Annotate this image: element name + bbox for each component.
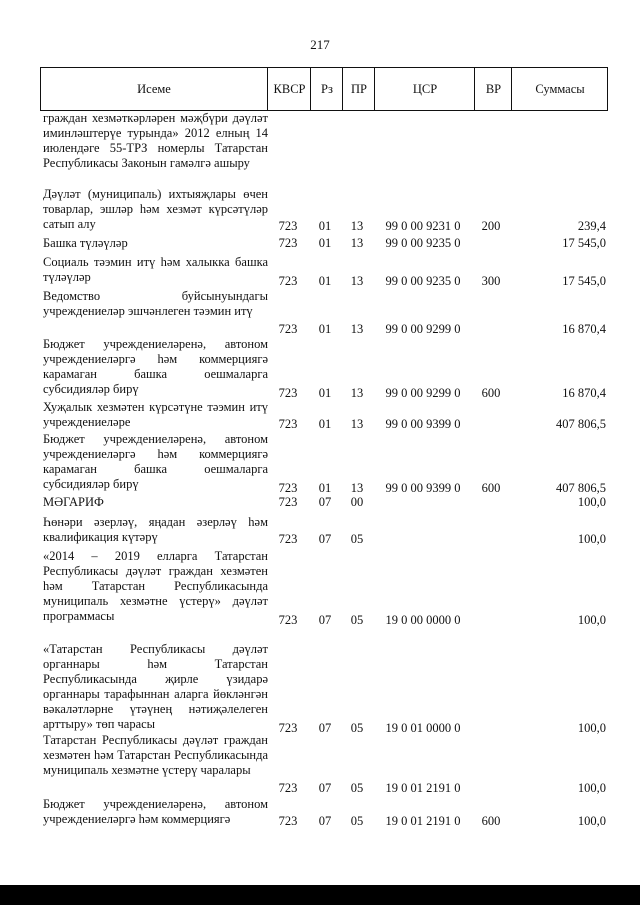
row-pr: 13 — [350, 417, 364, 431]
row-rz: 01 — [318, 236, 332, 250]
row-pr: 00 — [350, 495, 364, 509]
row-name: Дәүләт (муниципаль) ихтыяҗлары өчен товарлар, эшләр һәм хезмәт күрсәтүләр сатып алу — [43, 187, 268, 231]
row-pr: 13 — [350, 386, 364, 400]
row-rz: 07 — [318, 532, 332, 546]
row-name: Һөнәри әзерләү, яңадан әзерләү һәм квалификация күтәрү — [43, 515, 268, 544]
table-row — [40, 187, 608, 234]
table-row — [40, 236, 608, 251]
row-vr: 200 — [481, 219, 501, 233]
row-sum: 407 806,5 — [556, 481, 606, 495]
row-pr: 05 — [350, 814, 364, 828]
row-csr: 99 0 00 9399 0 — [385, 417, 461, 431]
table-row — [40, 495, 608, 510]
row-sum: 239,4 — [577, 219, 606, 233]
row-sum: 407 806,5 — [556, 417, 606, 431]
row-name: Хуҗалык хезмәтен күрсәтүне тәэмин итү учреждениеләре — [43, 400, 268, 429]
page-number: 217 — [310, 37, 330, 52]
row-kvsr: 723 — [278, 814, 298, 828]
row-rz: 01 — [318, 417, 332, 431]
row-kvsr: 723 — [278, 721, 298, 735]
budget-table — [40, 67, 608, 828]
row-sum: 17 545,0 — [562, 236, 606, 250]
row-vr: 300 — [481, 274, 501, 288]
row-rz: 01 — [318, 274, 332, 288]
row-name: Бюджет учреждениеләренә, автоном учреждениеләргә һәм коммерциягә карамаган башка оешмаларга субсидияләр бирү — [43, 432, 268, 491]
table-row — [40, 289, 608, 337]
row-name: МӘГАРИФ — [43, 495, 104, 509]
table-row — [40, 111, 608, 171]
row-kvsr: 723 — [278, 781, 298, 795]
row-name: Ведомство буйсынуындагы учреждениеләр эшчәнлеген тәэмин итү — [43, 289, 268, 318]
row-csr: 19 0 01 2191 0 — [385, 781, 461, 795]
row-csr: 99 0 00 9235 0 — [385, 274, 461, 288]
row-kvsr: 723 — [278, 481, 298, 495]
row-pr: 05 — [350, 721, 364, 735]
table-row — [40, 255, 608, 289]
row-kvsr: 723 — [278, 236, 298, 250]
row-csr: 19 0 00 0000 0 — [385, 613, 461, 627]
row-sum: 100,0 — [577, 613, 606, 627]
header-csr: ЦСР — [374, 68, 475, 110]
table-row — [40, 642, 608, 736]
row-rz: 01 — [318, 322, 332, 336]
table-row — [40, 432, 608, 496]
row-sum: 100,0 — [577, 532, 606, 546]
header-name: Исеме — [137, 81, 171, 96]
header-pr: ПР — [342, 68, 375, 110]
table-row — [40, 733, 608, 796]
header-sum: Суммасы — [511, 68, 608, 110]
row-kvsr: 723 — [278, 613, 298, 627]
header-vr: ВР — [474, 68, 512, 110]
row-kvsr: 723 — [278, 495, 298, 509]
row-vr: 600 — [481, 814, 501, 828]
row-csr: 99 0 00 9231 0 — [385, 219, 461, 233]
row-sum: 100,0 — [577, 495, 606, 509]
row-kvsr: 723 — [278, 532, 298, 546]
row-sum: 100,0 — [577, 721, 606, 735]
row-sum: 100,0 — [577, 781, 606, 795]
table-row — [40, 797, 608, 829]
table-row — [40, 515, 608, 547]
row-pr: 13 — [350, 322, 364, 336]
table-row — [40, 400, 608, 432]
row-sum: 17 545,0 — [562, 274, 606, 288]
row-csr: 99 0 00 9399 0 — [385, 481, 461, 495]
row-vr: 600 — [481, 386, 501, 400]
row-rz: 01 — [318, 219, 332, 233]
row-kvsr: 723 — [278, 274, 298, 288]
row-rz: 07 — [318, 495, 332, 509]
row-pr: 13 — [350, 236, 364, 250]
row-csr: 19 0 01 0000 0 — [385, 721, 461, 735]
row-kvsr: 723 — [278, 219, 298, 233]
row-sum: 16 870,4 — [562, 322, 606, 336]
header-kvsr: КВСР — [267, 68, 311, 110]
row-rz: 07 — [318, 781, 332, 795]
row-csr: 19 0 01 2191 0 — [385, 814, 461, 828]
row-pr: 13 — [350, 219, 364, 233]
row-rz: 07 — [318, 721, 332, 735]
row-name: Бюджет учреждениеләренә, автоном учреждениеләргә һәм коммерциягә карамаган башка оешмаларга субсидияләр бирү — [43, 337, 268, 396]
row-rz: 07 — [318, 613, 332, 627]
row-csr: 99 0 00 9235 0 — [385, 236, 461, 250]
row-rz: 01 — [318, 386, 332, 400]
row-sum: 16 870,4 — [562, 386, 606, 400]
row-csr: 99 0 00 9299 0 — [385, 322, 461, 336]
row-name: Башка түләүләр — [43, 236, 128, 250]
table-row — [40, 337, 608, 401]
row-pr: 05 — [350, 532, 364, 546]
row-name: Татарстан Республикасы дәүләт граждан хезмәтен һәм Татарстан Республикасында муниципаль хезмәтне үстерү чаралары — [43, 733, 268, 777]
table-row — [40, 549, 608, 628]
table-header — [40, 67, 608, 111]
row-kvsr: 723 — [278, 386, 298, 400]
row-name: Бюджет учреждениеләренә, автоном учреждениеләргә һәм коммерциягә — [43, 797, 268, 826]
row-name: «2014 – 2019 елларга Татарстан Республикасы дәүләт граждан хезмәтен һәм Татарстан Республикасында муниципаль хезмәтне үстерү» дәүләт программасы — [43, 549, 268, 623]
row-rz: 07 — [318, 814, 332, 828]
row-pr: 05 — [350, 781, 364, 795]
row-name: граждан хезмәткәрләрен мәҗбүри дәүләт иминләштерүе турында» 2012 елның 14 июлендәге 55-ТРЗ номерлы Татарстан Республикасы Законын гамәлгә ашыру — [43, 111, 268, 170]
row-sum: 100,0 — [577, 814, 606, 828]
row-pr: 05 — [350, 613, 364, 627]
row-kvsr: 723 — [278, 322, 298, 336]
row-name: Социаль тәэмин итү һәм халыкка башка түләүләр — [43, 255, 268, 284]
header-rz: Рз — [310, 68, 343, 110]
row-kvsr: 723 — [278, 417, 298, 431]
scan-edge-bar — [0, 885, 640, 905]
row-name: «Татарстан Республикасы дәүләт органнары һәм Татарстан Республикасында җирле үзидарә органнары тарафыннан аларга йөкләнгән вәкаләтләрне үтәүнең нәтиҗәлелеген арттыру» төп чарасы — [43, 642, 268, 731]
row-rz: 01 — [318, 481, 332, 495]
row-pr: 13 — [350, 481, 364, 495]
row-pr: 13 — [350, 274, 364, 288]
row-csr: 99 0 00 9299 0 — [385, 386, 461, 400]
row-vr: 600 — [481, 481, 501, 495]
